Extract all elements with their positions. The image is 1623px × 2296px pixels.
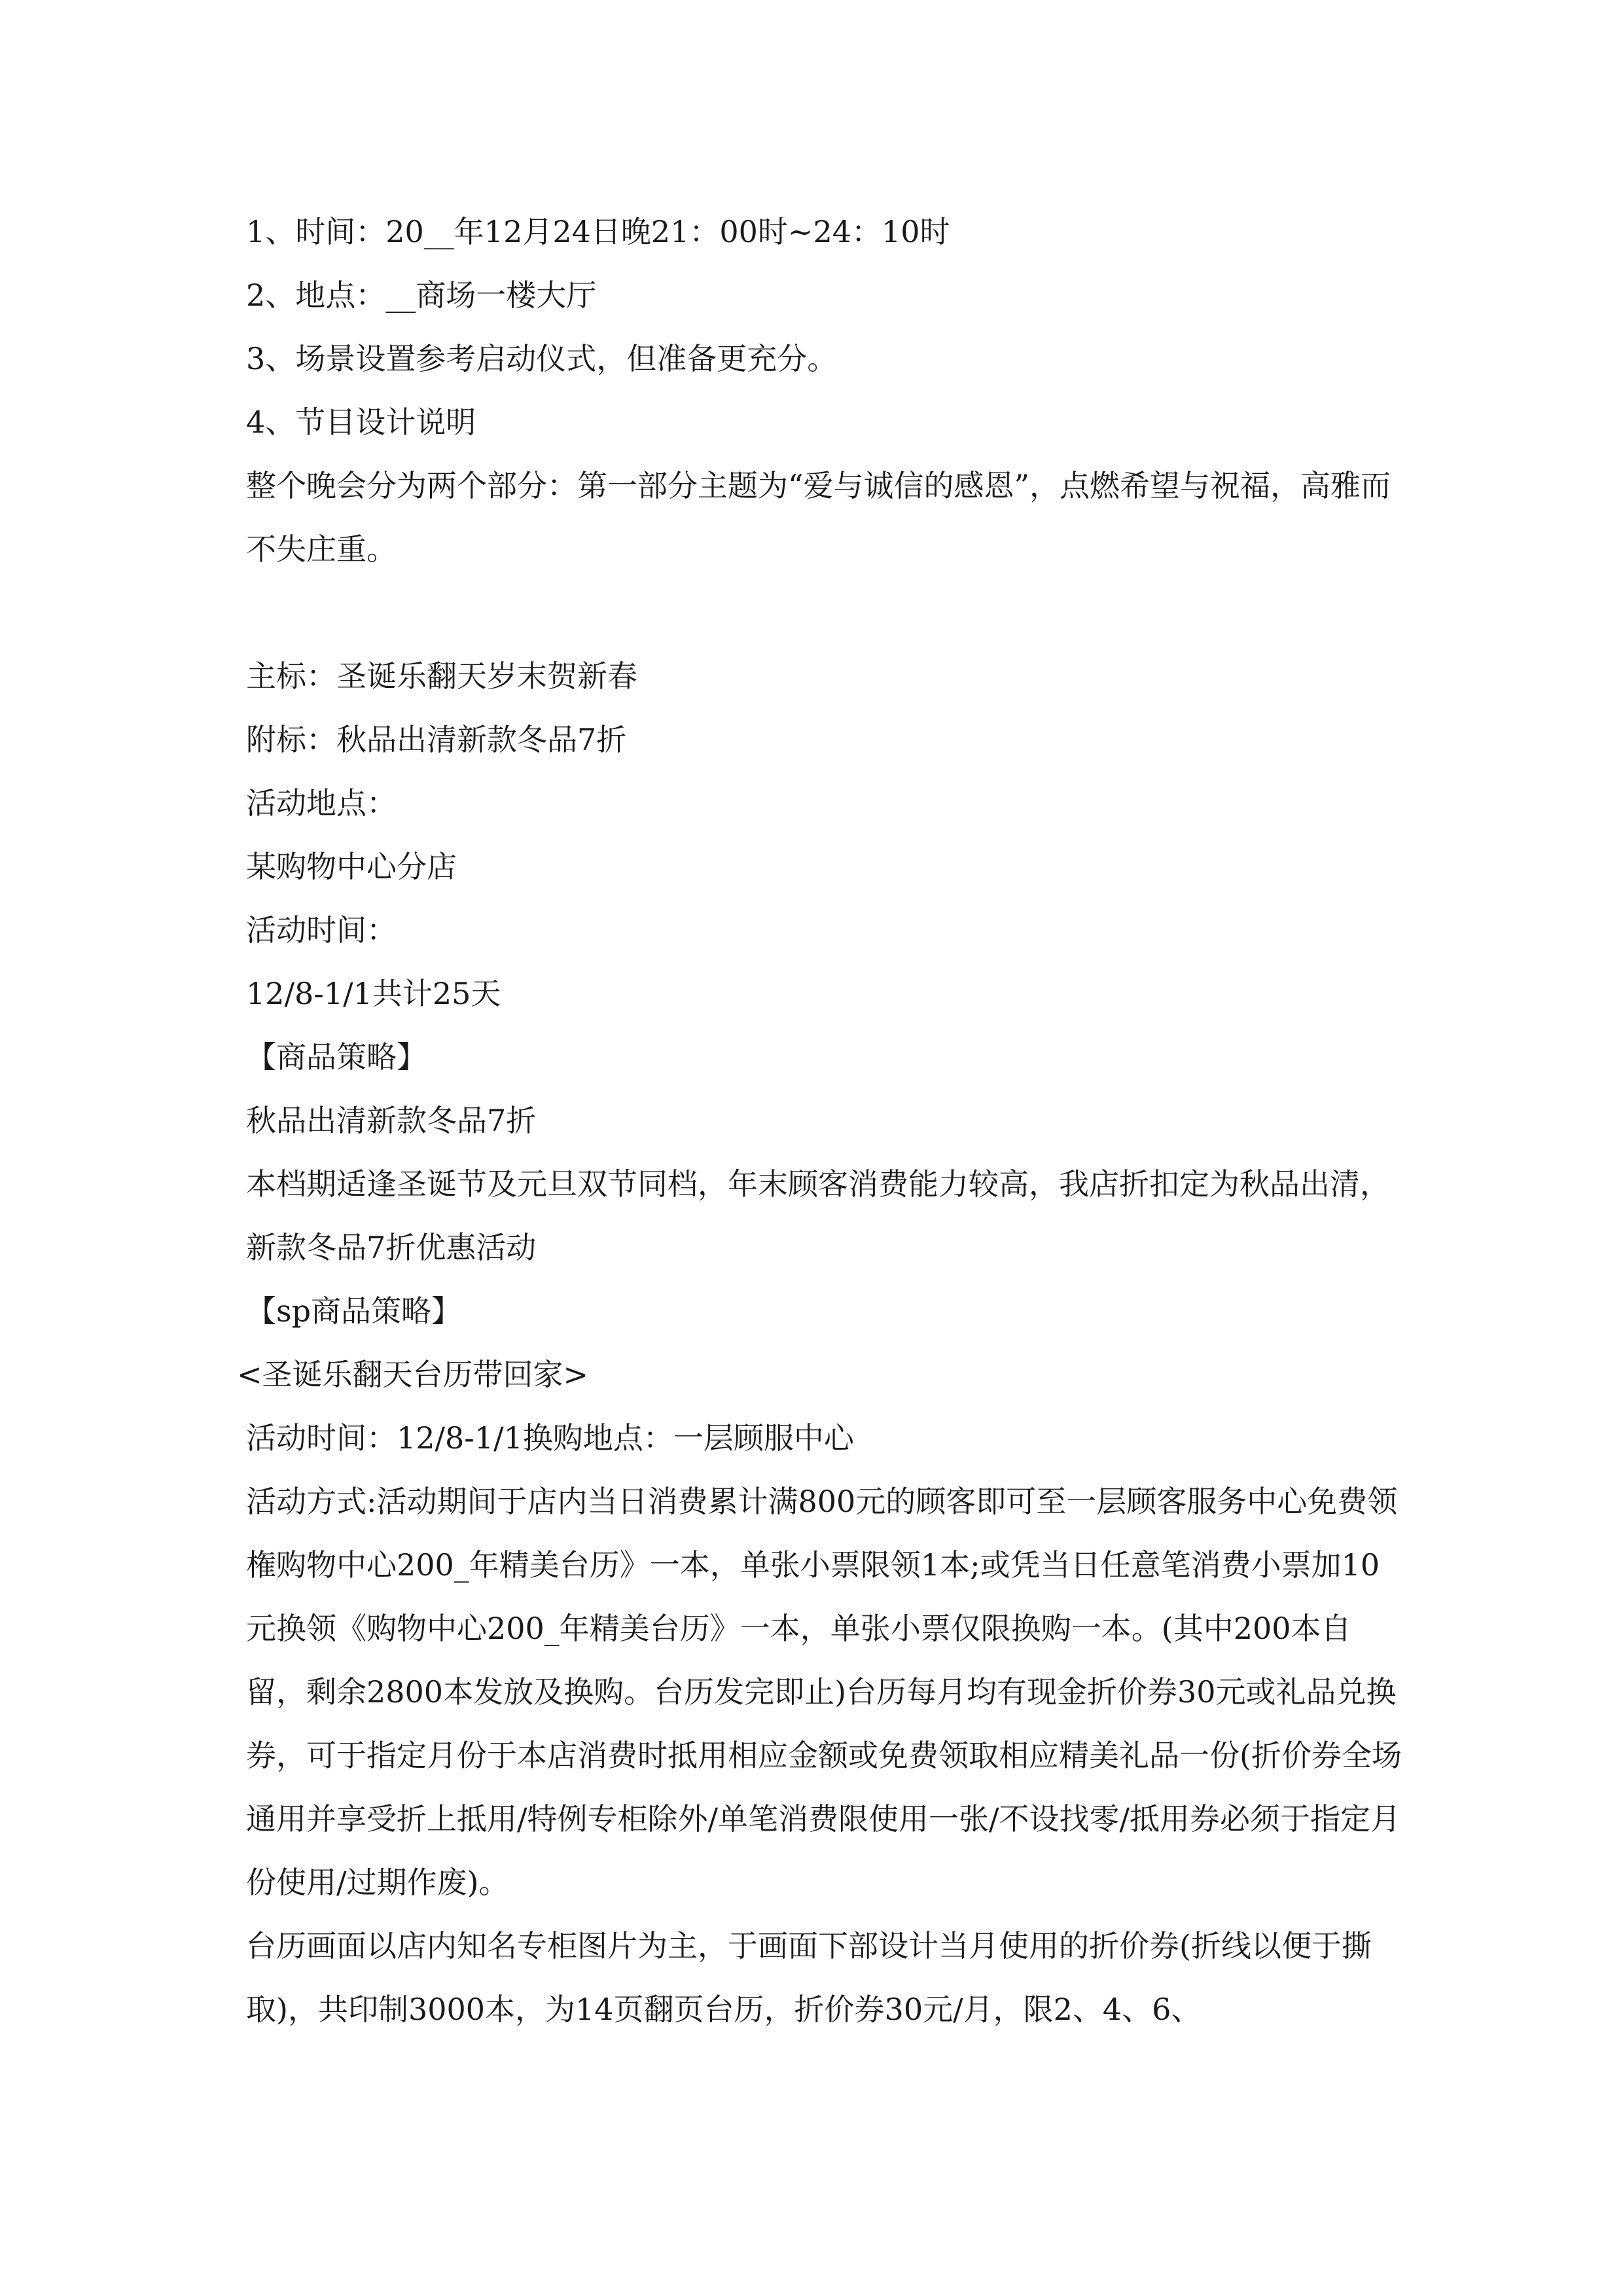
paragraph-calendar-design: 台历画面以店内知名专柜图片为主，于画面下部设计当月使用的折价券(折线以便于撕取)，共印制3000本，为14页翻页台历，折价券30元/月，限2、4、6、 xyxy=(246,1928,1372,2027)
line-event-location-label: 活动地点： xyxy=(246,785,397,821)
line-event-time-value: 12/8-1/1共计25天 xyxy=(246,976,501,1011)
document-body xyxy=(237,200,1404,2041)
line-scene-setup: 3、场景设置参考启动仪式，但准备更充分。 xyxy=(246,341,838,376)
line-event-location-value: 某购物中心分店 xyxy=(246,849,457,884)
line-main-title: 主标：圣诞乐翻天岁末贺新春 xyxy=(246,658,637,694)
paragraph-gala-parts: 整个晚会分为两个部分：第一部分主题为“爱与诚信的感恩”，点燃希望与祝福，高雅而不失庄重。 xyxy=(246,468,1391,567)
line-calendar-title: <圣诞乐翻天台历带回家> xyxy=(237,1357,589,1392)
paragraph-activity-method: 活动方式:活动期间于店内当日消费累计满800元的顾客即可至一层顾客服务中心免费领権购物中心200_年精美台历》一本，单张小票限领1本;或凭当日任意笔消费小票加10元换领《购物中心200_年精美台历》一本，单张小票仅限换购一本。(其中200本自留，剩余2800本发放及换购。台历发完即止)台历每月均有现金折价券30元或礼品兑换券，可于指定月份于本店消费时抵用相应金额或免费领取相应精美礼品一份(折价券全场通用并享受折上抵用/特例专柜除外/单笔消费限使用一张/不设找零/抵用券必须于指定月份使用/过期作废)。 xyxy=(246,1484,1402,1900)
line-exchange-time-location: 活动时间：12/8-1/1换购地点：一层顾服中心 xyxy=(246,1420,854,1456)
blank-line xyxy=(246,581,1404,645)
line-program-design: 4、节目设计说明 xyxy=(246,404,476,440)
line-event-time-label: 活动时间： xyxy=(246,912,397,948)
line-subtitle: 附标：秋品出清新款冬品7折 xyxy=(246,722,627,757)
line-product-discount: 秋品出清新款冬品7折 xyxy=(246,1103,537,1138)
heading-sp-strategy: 【sp商品策略】 xyxy=(246,1293,462,1329)
paragraph-product-strategy: 本档期适逢圣诞节及元旦双节同档，年末顾客消费能力较高，我店折扣定为秋品出清，新款冬品7折优惠活动 xyxy=(246,1166,1390,1265)
line-location: 2、地点：__商场一楼大厅 xyxy=(246,278,597,313)
heading-product-strategy: 【商品策略】 xyxy=(246,1039,427,1075)
line-time: 1、时间：20__年12月24日晚21：00时~24：10时 xyxy=(246,214,950,249)
